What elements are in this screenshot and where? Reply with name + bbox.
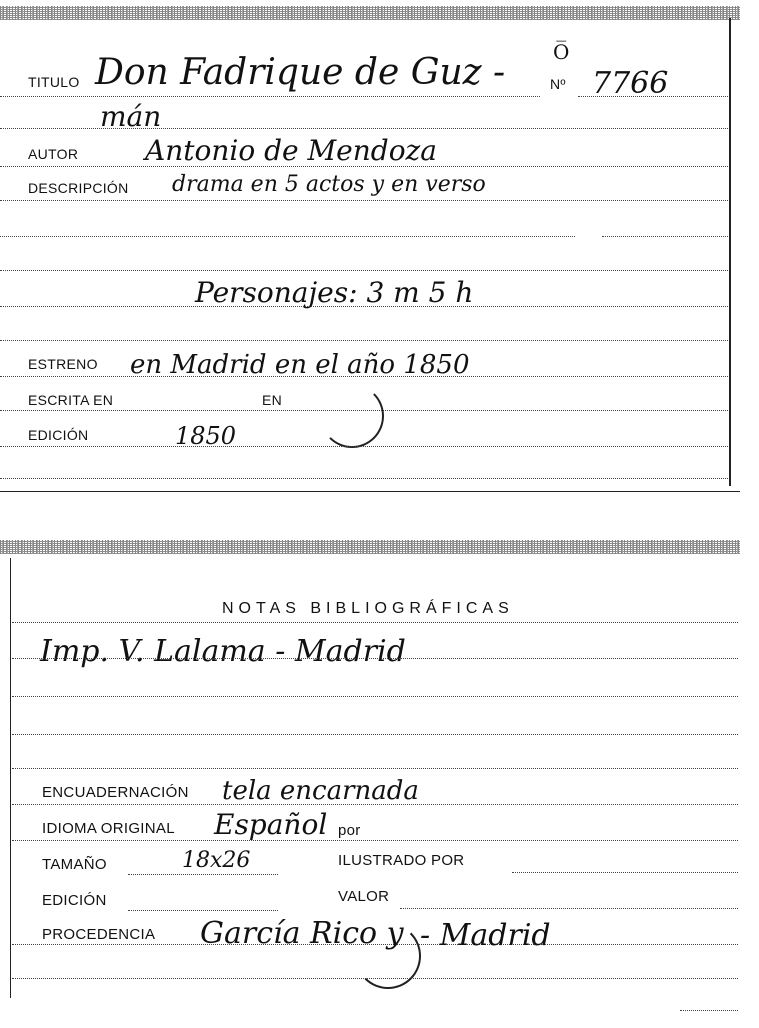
label-valor: VALOR: [338, 888, 390, 905]
label-edicion: EDICIÓN: [28, 427, 89, 443]
dotted-line: [680, 1010, 738, 1011]
label-encuadernacion: ENCUADERNACIÓN: [42, 784, 189, 801]
dotted-line: [12, 734, 738, 735]
stamp-mark: [320, 384, 384, 448]
dotted-line: [0, 236, 575, 237]
value-descripcion: drama en 5 actos y en verso: [172, 172, 486, 197]
dotted-line: [0, 306, 728, 307]
dotted-line: [0, 270, 728, 271]
dotted-line: [0, 96, 540, 97]
dotted-line: [0, 340, 728, 341]
value-personajes: Personajes: 3 m 5 h: [195, 276, 474, 309]
stamp-mark: [355, 923, 421, 989]
dotted-line: [12, 840, 738, 841]
dotted-line: [0, 478, 728, 479]
label-ilustrado-por: ILUSTRADO POR: [338, 852, 465, 869]
label-edicion-2: EDICIÓN: [42, 892, 107, 909]
value-titulo-line2: mán: [100, 100, 162, 133]
catalog-card-top: [0, 0, 740, 492]
dotted-line: [12, 768, 738, 769]
value-titulo-line1: Don Fadrique de Guz -: [95, 52, 506, 93]
dotted-line: [602, 236, 728, 237]
scan-noise-top-edge: [0, 540, 740, 554]
label-en: EN: [262, 392, 283, 408]
dotted-line: [128, 910, 278, 911]
card-left-border: [10, 558, 11, 998]
label-procedencia: PROCEDENCIA: [42, 926, 156, 943]
label-tamano: TAMAÑO: [42, 856, 107, 873]
scan-noise-top-edge: [0, 6, 740, 20]
dotted-line: [512, 872, 738, 873]
card-right-border: [729, 18, 731, 486]
label-autor: AUTOR: [28, 146, 79, 162]
value-edicion: 1850: [175, 422, 237, 450]
dotted-line: [128, 874, 278, 875]
card-bottom-border: [0, 491, 740, 492]
value-autor: Antonio de Mendoza: [145, 134, 438, 167]
value-encuadernacion: tela encarnada: [222, 776, 419, 806]
value-tamano: 18x26: [182, 848, 251, 873]
label-estreno: ESTRENO: [28, 356, 98, 372]
notas-heading: NOTAS BIBLIOGRÁFICAS: [222, 600, 514, 617]
label-por: por: [338, 822, 361, 839]
dotted-line: [12, 696, 738, 697]
value-estreno: en Madrid en el año 1850: [130, 350, 470, 380]
dotted-line: [12, 978, 738, 979]
value-numero-mark: O̅: [553, 40, 570, 64]
value-idioma-original: Español: [214, 808, 328, 841]
dotted-line: [0, 200, 728, 201]
label-numero: Nº: [550, 76, 566, 92]
value-numero: 7766: [592, 66, 669, 101]
label-titulo: TITULO: [28, 74, 80, 90]
catalog-card-bottom: [0, 538, 740, 1028]
dotted-line: [400, 908, 738, 909]
label-idioma-original: IDIOMA ORIGINAL: [42, 820, 175, 837]
value-procedencia-2: - Madrid: [420, 918, 551, 953]
dotted-line: [12, 658, 738, 659]
dotted-line: [0, 446, 728, 447]
value-notes-line1: Imp. V. Lalama - Madrid: [40, 634, 406, 669]
label-descripcion: DESCRIPCIÓN: [28, 180, 129, 196]
dotted-line: [12, 622, 738, 623]
value-procedencia: García Rico y: [200, 916, 404, 951]
label-escrita-en: ESCRITA EN: [28, 392, 114, 408]
